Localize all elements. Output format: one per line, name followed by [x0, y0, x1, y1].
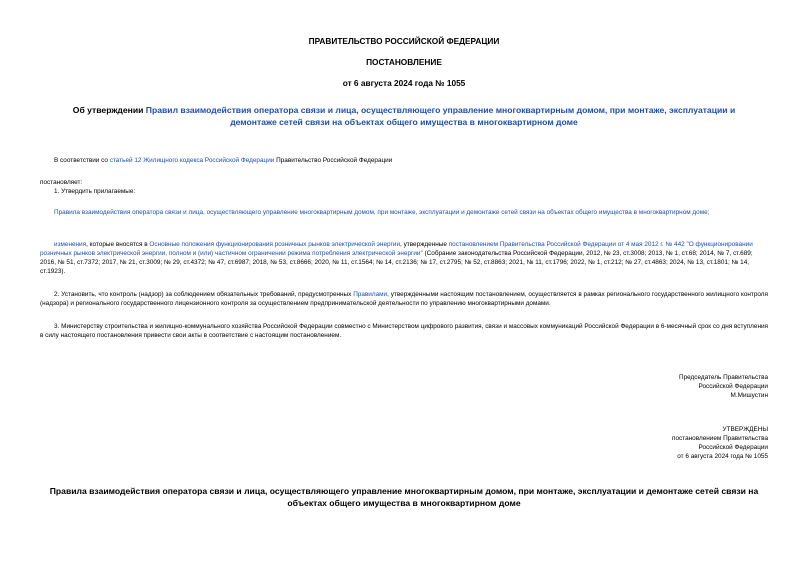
title-link[interactable]: Правил взаимодействия оператора связи и лица, осуществляющего управление многоквартирным домом, при монтаже, эксплуатации и демонтаже сетей связи на объектах общего имущества в многоквартирном доме	[145, 105, 736, 127]
changes-text-3: (Собрание законодательства Российской Федерации, 2012, № 23, ст.3008; 2013, № 1, ст.68; 2014, № 7, ст.689; 2016, № 51, ст.7372; 2017, № 21, ст.3009; № 29, ст.4372; № 47, ст.6987; 2018, № 53, ст.8666; 2020, № 11, ст.1564; № 14, ст.2136; № 17, ст.2795; № 52, ст.8863; 2021, № 11, ст.1796; 2022, № 1, ст.212; № 27, ст.4863; 2024, № 13, ст.1801; № 14, ст.1923).	[40, 250, 753, 275]
signature-name: М.Мишустин	[730, 392, 768, 399]
signature-position: Председатель Правительства	[679, 374, 768, 381]
rules-title: Правила взаимодействия оператора связи и лица, осуществляющего управление многоквартирным домом, при монтаже, эксплуатации и демонтаже сетей связи на объектах общего имущества в многоквартирном доме	[49, 486, 759, 508]
item1-changes	[40, 240, 768, 276]
document-title	[60, 104, 748, 128]
item2-text-2: , утвержденными настоящим постановлением, осуществляется в рамках регионального государственного жилищного контроля (надзора) и регионального государственного лицензионного контроля за осуществлением предпринимательской деятельности по управлению многоквартирными домами.	[40, 291, 768, 307]
title-prefix: Об утверждении	[72, 105, 146, 115]
item1-rules-link[interactable]: Правила взаимодействия оператора связи и лица, осуществляющего управление многоквартирным домом, при монтаже, эксплуатации и демонтаже сетей связи на объектах общего имущества в многоквартирном доме;	[54, 209, 710, 216]
item2-text-1: 2. Установить, что контроль (надзор) за соблюдением обязательных требований, предусмотренных	[54, 291, 354, 298]
approval-date: от 6 августа 2024 года № 1055	[677, 453, 768, 460]
approval-label: УТВЕРЖДЕНЫ	[722, 426, 768, 433]
item1-label: 1. Утвердить прилагаемые:	[54, 188, 136, 195]
preamble-text-2: Правительство Российской Федерации	[274, 157, 393, 164]
signature-block	[40, 373, 768, 400]
changes-text-1: , которые вносятся в	[86, 241, 150, 248]
document-date-number: от 6 августа 2024 года № 1055	[342, 78, 466, 88]
item3-paragraph: 3. Министерству строительства и жилищно-коммунального хозяйства Российской Федерации совместно с Министерством цифрового развития, связи и массовых коммуникаций Российской Федерации в 6-месячный срок со дня вступления в силу настоящего постановления привести свои акты в соответствие с настоящим постановлением.	[40, 323, 768, 339]
approval-block	[40, 425, 768, 461]
preamble	[40, 156, 768, 165]
item2-paragraph	[40, 290, 768, 308]
document-type: ПОСТАНОВЛЕНИЕ	[366, 57, 442, 67]
signature-org: Российской Федерации	[698, 383, 768, 390]
government-heading: ПРАВИТЕЛЬСТВО РОССИЙСКОЙ ФЕДЕРАЦИИ	[308, 36, 500, 46]
preamble-text-1: В соответствии со	[54, 157, 110, 164]
item2-rules-link[interactable]: Правилами	[353, 291, 388, 298]
changes-link[interactable]: изменения	[54, 241, 87, 248]
approval-org: Российской Федерации	[698, 444, 768, 451]
decree-442-link[interactable]: постановлением Правительства Российской Федерации от 4 мая 2012 г. № 442 "О функционировании розничных рынков электрической энергии, полном и (или) частичном ограничении режима потребления электрической энергии"	[40, 241, 753, 257]
preamble-link[interactable]: статьей 12 Жилищного кодекса Российской Федерации	[109, 157, 275, 164]
approval-by: постановлением Правительства	[672, 435, 768, 442]
basic-provisions-link[interactable]: Основные положения функционирования розничных рынков электрической энергии	[149, 241, 401, 248]
resolves-text: постановляет:	[40, 179, 83, 186]
changes-text-2: , утвержденные	[400, 241, 449, 248]
